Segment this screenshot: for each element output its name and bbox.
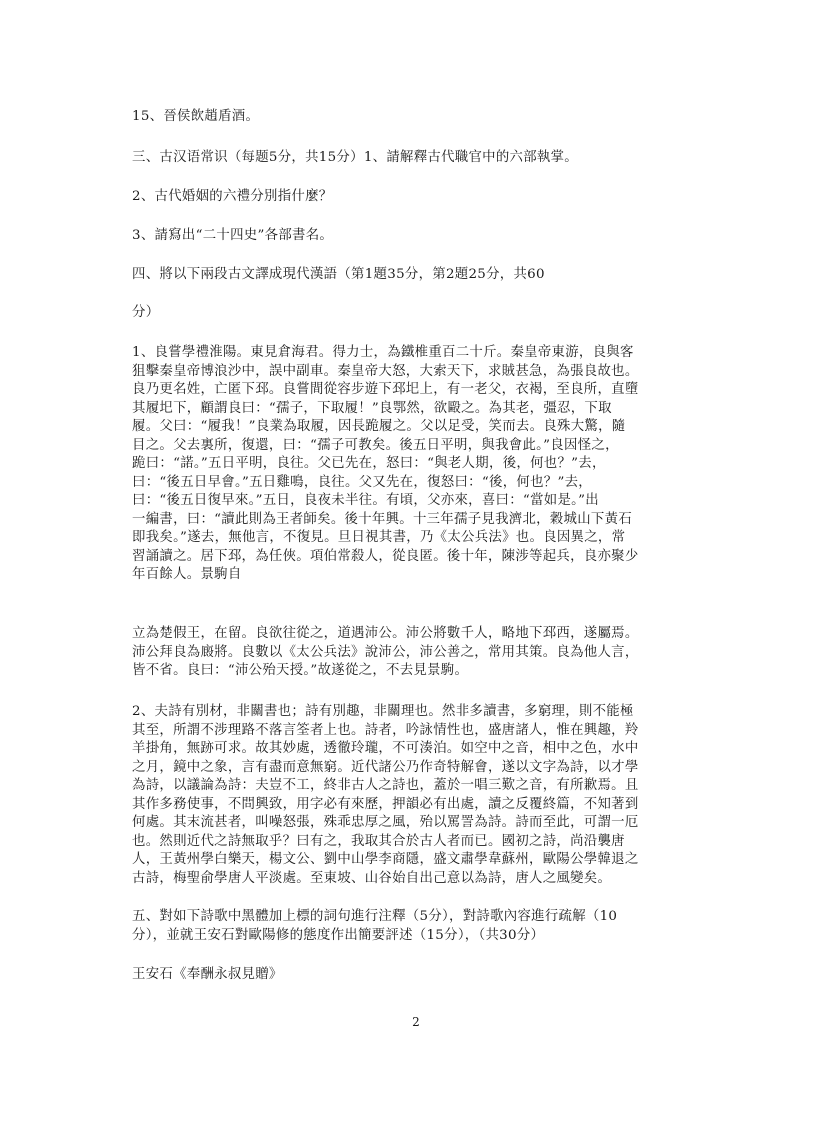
- passage-2-line: 人，王黃州學白樂天，楊文公、劉中山學李商隱，盛文肅學韋蘇州，歐陽公學韓退之: [132, 852, 639, 867]
- passage-2-line: 也。然則近代之詩無取乎？曰有之，我取其合於古人者而已。國初之詩，尚沿襲唐: [132, 833, 625, 849]
- passage-1-line: 曰：“後五日早會。”五日雞鳴，良往。父又先在，復怒曰：“後，何也？”去，: [132, 474, 592, 490]
- section-4-heading-line2: 分）: [132, 305, 160, 320]
- passage-2-line: 2、夫詩有別材，非關書也；詩有別趣，非關理也。然非多讀書，多窮理，則不能極: [132, 704, 634, 719]
- passage-2: [132, 703, 692, 888]
- section-5-line: 五、對如下詩歌中黑體加上標的詞句進行注釋（5分），對詩歌內容進行疏解（10: [132, 909, 618, 924]
- section-4-heading-line1: 四、將以下兩段古文譯成現代漢語（第1題35分，第2題25分，共60: [132, 267, 545, 282]
- page-number: 2: [412, 1015, 420, 1029]
- passage-1-line: 一編書，曰：“讀此則為王者師矣。後十年興。十三年孺子見我濟北，穀城山下黃石: [132, 511, 633, 527]
- passage-1-continued: [132, 625, 692, 681]
- passage-2-line: 為詩，以議論為詩：夫豈不工，終非古人之詩也，蓋於一唱三歎之音，有所歉焉。且: [132, 778, 639, 793]
- passage-1-line: 年百餘人。景駒自: [132, 567, 242, 582]
- passage-2-line: 其至，所謂不涉理路不落言筌者上也。詩者，吟詠情性也，盛唐諸人，惟在興趣，羚: [132, 722, 639, 738]
- passage-1-line: 即我矣。”遂去，無他言，不復見。旦日視其書，乃《太公兵法》也。良因異之，常: [132, 530, 626, 545]
- passage-2-line: 其作多務使事，不問興致，用字必有來歷，押韻必有出處，讀之反覆終篇，不知著到: [132, 796, 639, 812]
- passage-1-line: 狙擊秦皇帝博浪沙中，誤中副車。秦皇帝大怒，大索天下，求賊甚急，為張良故也。: [132, 363, 639, 379]
- passage-1-line: 皆不省。良曰：“沛公殆天授。”故遂從之，不去見景駒。: [132, 663, 469, 678]
- passage-1-line: 跪曰：“諾。”五日平明，良往。父已先在，怒曰：“與老人期，後，何也？”去，: [132, 456, 606, 471]
- passage-1-line: 1、良嘗學禮淮陽。東見倉海君。得力士，為鐵椎重百二十斤。秦皇帝東游，良與客: [132, 345, 634, 360]
- passage-1-line: 良乃更名姓，亡匿下邳。良嘗間從容步遊下邳圯上，有一老父，衣褐，至良所，直墮: [132, 382, 639, 397]
- passage-1-line: 曰：“後五日復早來。”五日，良夜未半往。有頃，父亦來，喜曰：“當如是。”出: [132, 493, 599, 508]
- passage-1: [132, 344, 692, 585]
- passage-1-line: 履。父曰：“履我！”良業為取履，因長跪履之。父以足受，笑而去。良殊大驚，隨: [132, 419, 626, 434]
- section-3-heading: 三、古汉语常识（每题5分，共15分）1、請解釋古代職官中的六部執掌。: [132, 150, 578, 165]
- passage-1-line: 立為楚假王，在留。良欲往從之，道遇沛公。沛公將數千人，略地下邳西，遂屬焉。: [132, 626, 639, 641]
- passage-1-line: 沛公拜良為廄將。良數以《太公兵法》說沛公，沛公善之，常用其策。良為他人言，: [132, 644, 639, 660]
- section-5-heading: [132, 908, 692, 945]
- passage-1-line: 目之。父去裏所，復還，曰：“孺子可教矣。後五日平明，與我會此。”良因怪之，: [132, 437, 619, 453]
- section-3-question-2: 2、古代婚姻的六禮分別指什麼？: [132, 189, 333, 204]
- passage-2-line: 羊掛角，無跡可求。故其妙處，透徹玲瓏，不可湊泊。如空中之音，相中之色，水中: [132, 741, 639, 756]
- passage-1-line: 其履圯下，顧謂良曰：“孺子，下取履！”良鄂然，欲毆之。為其老，彊忍，下取: [132, 400, 612, 416]
- passage-1-line: 習誦讀之。居下邳，為任俠。項伯常殺人，從良匿。後十年，陳涉等起兵，良亦聚少: [132, 548, 639, 564]
- passage-2-line: 之月，鏡中之象，言有盡而意無窮。近代諸公乃作奇特解會，遂以文字為詩，以才學: [132, 759, 639, 775]
- passage-2-line: 何處。其末流甚者，叫噪怒張，殊乖忠厚之風，殆以罵詈為詩。詩而至此，可謂一厄: [132, 815, 639, 830]
- section-3-question-3: 3、請寫出“二十四史”各部書名。: [132, 228, 334, 243]
- passage-2-line: 古詩，梅聖俞學唐人平淡處。至東坡、山谷始自出己意以為詩，唐人之風變矣。: [132, 870, 612, 886]
- question-15: 15、晉侯飲趙盾酒。: [132, 109, 260, 124]
- section-5-line: 分），並就王安石對歐陽修的態度作出簡要評述（15分），（共30分）: [132, 927, 545, 943]
- poem-title: 王安石《奉酬永叔見贈》: [132, 967, 283, 982]
